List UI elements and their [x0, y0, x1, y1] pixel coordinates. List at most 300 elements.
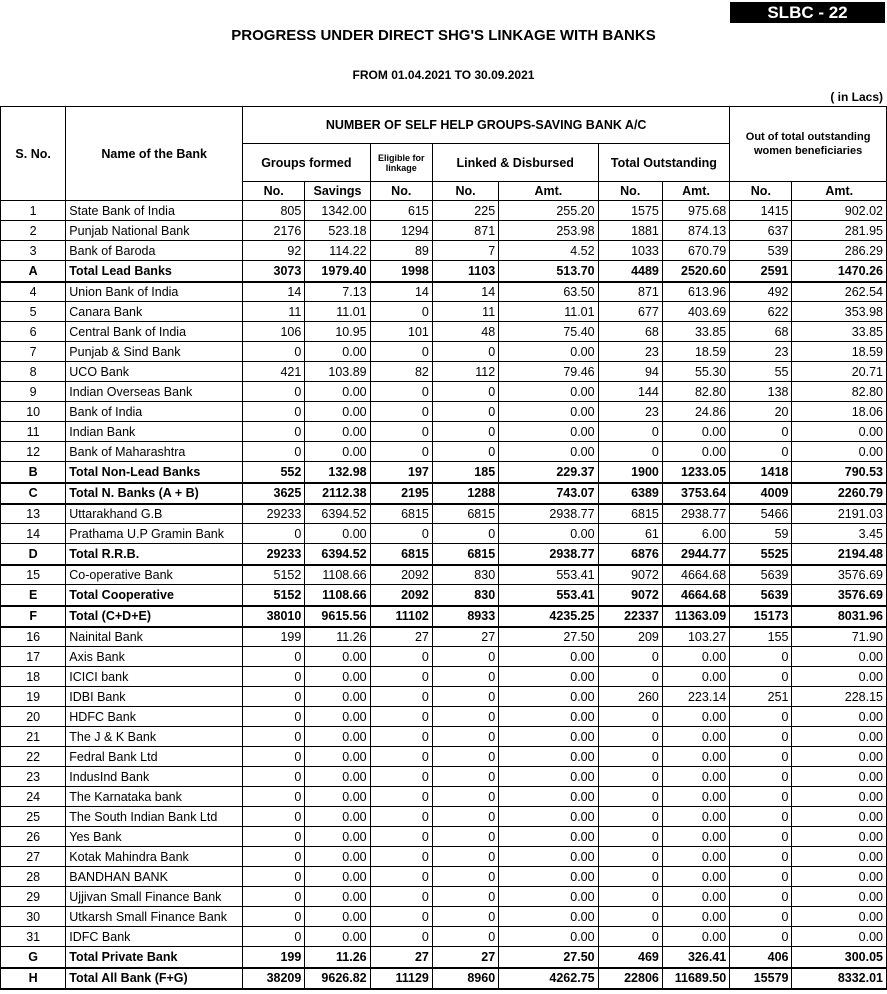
- savings-amount: 11.26: [305, 947, 370, 968]
- women-no: 0: [730, 847, 792, 867]
- groups-formed-no: 0: [243, 647, 305, 667]
- savings-amount: 0.00: [305, 907, 370, 927]
- groups-formed-no: 805: [243, 201, 305, 221]
- linked-amount: 0.00: [499, 807, 598, 827]
- savings-amount: 0.00: [305, 707, 370, 727]
- eligible-no: 0: [370, 847, 432, 867]
- linked-amount: 0.00: [499, 442, 598, 462]
- groups-formed-no: 5152: [243, 565, 305, 585]
- linked-amount: 0.00: [499, 907, 598, 927]
- table-row: [1, 667, 887, 687]
- linked-amount: 0.00: [499, 382, 598, 402]
- women-no: 5466: [730, 504, 792, 524]
- linked-no: 0: [432, 342, 498, 362]
- row-sno: F: [1, 606, 66, 627]
- table-row: [1, 787, 887, 807]
- women-amount: 0.00: [792, 727, 887, 747]
- eligible-no: 6815: [370, 504, 432, 524]
- outstanding-no: 23: [598, 342, 662, 362]
- row-sno: 23: [1, 767, 66, 787]
- linked-amount: 0.00: [499, 927, 598, 947]
- linked-no: 0: [432, 907, 498, 927]
- row-sno: 26: [1, 827, 66, 847]
- outstanding-amount: 103.27: [662, 627, 729, 647]
- eligible-no: 101: [370, 322, 432, 342]
- row-sno: 3: [1, 241, 66, 261]
- women-amount: 2194.48: [792, 544, 887, 565]
- row-sno: 31: [1, 927, 66, 947]
- bank-name: Total N. Banks (A + B): [66, 483, 243, 504]
- table-row: [1, 887, 887, 907]
- outstanding-amount: 0.00: [662, 727, 729, 747]
- outstanding-amount: 24.86: [662, 402, 729, 422]
- outstanding-no: 1900: [598, 462, 662, 483]
- bank-name: Bank of Maharashtra: [66, 442, 243, 462]
- linked-no: 1288: [432, 483, 498, 504]
- women-amount: 0.00: [792, 787, 887, 807]
- eligible-header: Eligible for linkage: [370, 144, 432, 182]
- eligible-no: 0: [370, 382, 432, 402]
- groups-formed-no: 38209: [243, 968, 305, 989]
- table-row: [1, 927, 887, 947]
- savings-amount: 6394.52: [305, 544, 370, 565]
- eligible-no: 0: [370, 927, 432, 947]
- women-no: 0: [730, 887, 792, 907]
- linked-no: 0: [432, 887, 498, 907]
- to-no-header: No.: [598, 182, 662, 201]
- linked-amount: 0.00: [499, 667, 598, 687]
- linked-amount: 0.00: [499, 707, 598, 727]
- outstanding-no: 9072: [598, 565, 662, 585]
- bank-name: Axis Bank: [66, 647, 243, 667]
- eligible-no: 89: [370, 241, 432, 261]
- savings-amount: 523.18: [305, 221, 370, 241]
- page-title: PROGRESS UNDER DIRECT SHG'S LINKAGE WITH BANKS: [231, 27, 656, 44]
- row-sno: 17: [1, 647, 66, 667]
- savings-amount: 0.00: [305, 787, 370, 807]
- w-amt-header: Amt.: [792, 182, 887, 201]
- table-row: [1, 362, 887, 382]
- savings-amount: 1342.00: [305, 201, 370, 221]
- savings-amount: 6394.52: [305, 504, 370, 524]
- women-no: 0: [730, 727, 792, 747]
- groups-formed-no: 0: [243, 887, 305, 907]
- row-sno: 10: [1, 402, 66, 422]
- linked-no: 14: [432, 282, 498, 302]
- outstanding-amount: 0.00: [662, 807, 729, 827]
- eligible-no: 0: [370, 524, 432, 544]
- savings-amount: 0.00: [305, 827, 370, 847]
- women-amount: 286.29: [792, 241, 887, 261]
- linked-no: 48: [432, 322, 498, 342]
- savings-amount: 0.00: [305, 524, 370, 544]
- outstanding-no: 260: [598, 687, 662, 707]
- women-amount: 0.00: [792, 767, 887, 787]
- outstanding-no: 4489: [598, 261, 662, 282]
- total-row: [1, 968, 887, 989]
- savings-amount: 114.22: [305, 241, 370, 261]
- table-row: [1, 807, 887, 827]
- eligible-no: 27: [370, 627, 432, 647]
- women-no: 0: [730, 827, 792, 847]
- groups-formed-no: 0: [243, 787, 305, 807]
- outstanding-amount: 33.85: [662, 322, 729, 342]
- page-tag: SLBC - 22: [730, 2, 885, 23]
- women-amount: 0.00: [792, 442, 887, 462]
- linked-amount: 4262.75: [499, 968, 598, 989]
- women-amount: 0.00: [792, 927, 887, 947]
- eligible-no: 0: [370, 767, 432, 787]
- women-amount: 0.00: [792, 867, 887, 887]
- linked-no: 112: [432, 362, 498, 382]
- savings-amount: 0.00: [305, 727, 370, 747]
- total-row: [1, 544, 887, 565]
- linked-amount: 0.00: [499, 647, 598, 667]
- eligible-no: 0: [370, 302, 432, 322]
- eligible-no: 11102: [370, 606, 432, 627]
- row-sno: 20: [1, 707, 66, 727]
- groups-formed-no: 92: [243, 241, 305, 261]
- outstanding-amount: 2938.77: [662, 504, 729, 524]
- bank-name: BANDHAN BANK: [66, 867, 243, 887]
- eligible-no: 0: [370, 422, 432, 442]
- bank-name: The Karnataka bank: [66, 787, 243, 807]
- outstanding-no: 0: [598, 807, 662, 827]
- bank-name: IDBI Bank: [66, 687, 243, 707]
- women-amount: 8031.96: [792, 606, 887, 627]
- linked-no: 8933: [432, 606, 498, 627]
- table-row: [1, 241, 887, 261]
- bank-name: Uttarakhand G.B: [66, 504, 243, 524]
- linked-amount: 255.20: [499, 201, 598, 221]
- row-sno: 30: [1, 907, 66, 927]
- outstanding-no: 6389: [598, 483, 662, 504]
- linked-no: 27: [432, 947, 498, 968]
- outstanding-no: 22337: [598, 606, 662, 627]
- outstanding-no: 144: [598, 382, 662, 402]
- total-row: [1, 585, 887, 606]
- row-sno: E: [1, 585, 66, 606]
- savings-amount: 0.00: [305, 687, 370, 707]
- linked-no: 11: [432, 302, 498, 322]
- women-no: 0: [730, 927, 792, 947]
- row-sno: 11: [1, 422, 66, 442]
- total-row: [1, 261, 887, 282]
- eligible-no: 0: [370, 907, 432, 927]
- table-row: [1, 201, 887, 221]
- bank-name: Co-operative Bank: [66, 565, 243, 585]
- table-row: [1, 402, 887, 422]
- outstanding-amount: 0.00: [662, 867, 729, 887]
- outstanding-amount: 0.00: [662, 907, 729, 927]
- savings-amount: 11.01: [305, 302, 370, 322]
- women-amount: 33.85: [792, 322, 887, 342]
- outstanding-amount: 0.00: [662, 847, 729, 867]
- total-row: [1, 947, 887, 968]
- outstanding-amount: 2520.60: [662, 261, 729, 282]
- groups-formed-no: 421: [243, 362, 305, 382]
- women-amount: 18.59: [792, 342, 887, 362]
- savings-amount: 2112.38: [305, 483, 370, 504]
- total-outstanding-header: Total Outstanding: [598, 144, 730, 182]
- outstanding-no: 23: [598, 402, 662, 422]
- row-sno: 2: [1, 221, 66, 241]
- linked-no: 1103: [432, 261, 498, 282]
- ld-amt-header: Amt.: [499, 182, 598, 201]
- bank-name: Bank of India: [66, 402, 243, 422]
- table-row: [1, 647, 887, 667]
- linked-no: 0: [432, 687, 498, 707]
- women-no: 15173: [730, 606, 792, 627]
- linked-amount: 4.52: [499, 241, 598, 261]
- women-amount: 3576.69: [792, 585, 887, 606]
- groups-formed-no: 0: [243, 927, 305, 947]
- groups-formed-no: 199: [243, 627, 305, 647]
- bank-name: IndusInd Bank: [66, 767, 243, 787]
- groups-formed-no: 11: [243, 302, 305, 322]
- savings-amount: 0.00: [305, 887, 370, 907]
- bank-name: IDFC Bank: [66, 927, 243, 947]
- outstanding-no: 61: [598, 524, 662, 544]
- women-no: 622: [730, 302, 792, 322]
- outstanding-amount: 0.00: [662, 787, 729, 807]
- outstanding-no: 0: [598, 927, 662, 947]
- women-no: 539: [730, 241, 792, 261]
- linked-no: 0: [432, 787, 498, 807]
- women-amount: 262.54: [792, 282, 887, 302]
- linked-no: 0: [432, 402, 498, 422]
- linked-amount: 0.00: [499, 524, 598, 544]
- bank-name: Total Non-Lead Banks: [66, 462, 243, 483]
- unit-note: ( in Lacs): [830, 90, 883, 104]
- women-amount: 71.90: [792, 627, 887, 647]
- outstanding-amount: 326.41: [662, 947, 729, 968]
- women-no: 155: [730, 627, 792, 647]
- women-no: 5639: [730, 565, 792, 585]
- linked-amount: 0.00: [499, 727, 598, 747]
- groups-formed-no: 2176: [243, 221, 305, 241]
- women-amount: 790.53: [792, 462, 887, 483]
- groups-formed-no: 14: [243, 282, 305, 302]
- women-amount: 0.00: [792, 707, 887, 727]
- outstanding-no: 0: [598, 847, 662, 867]
- linked-no: 830: [432, 585, 498, 606]
- bank-name: Total Cooperative: [66, 585, 243, 606]
- groups-formed-no: 5152: [243, 585, 305, 606]
- linked-amount: 0.00: [499, 687, 598, 707]
- eligible-no: 0: [370, 827, 432, 847]
- table-row: [1, 322, 887, 342]
- row-sno: B: [1, 462, 66, 483]
- eligible-no: 0: [370, 647, 432, 667]
- row-sno: 16: [1, 627, 66, 647]
- outstanding-amount: 82.80: [662, 382, 729, 402]
- eligible-no: 2195: [370, 483, 432, 504]
- groups-formed-no: 0: [243, 442, 305, 462]
- linked-amount: 229.37: [499, 462, 598, 483]
- table-row: [1, 707, 887, 727]
- bank-name: Kotak Mahindra Bank: [66, 847, 243, 867]
- linked-amount: 0.00: [499, 887, 598, 907]
- bank-name: Ujjivan Small Finance Bank: [66, 887, 243, 907]
- shg-group-header: NUMBER OF SELF HELP GROUPS-SAVING BANK A/C: [243, 107, 730, 144]
- outstanding-no: 22806: [598, 968, 662, 989]
- bank-name: Bank of Baroda: [66, 241, 243, 261]
- linked-amount: 2938.77: [499, 544, 598, 565]
- bank-name: Fedral Bank Ltd: [66, 747, 243, 767]
- eligible-no: 0: [370, 867, 432, 887]
- women-amount: 228.15: [792, 687, 887, 707]
- bank-name: Union Bank of India: [66, 282, 243, 302]
- women-no: 4009: [730, 483, 792, 504]
- savings-amount: 132.98: [305, 462, 370, 483]
- linked-no: 0: [432, 707, 498, 727]
- outstanding-no: 0: [598, 442, 662, 462]
- linked-amount: 0.00: [499, 422, 598, 442]
- linked-amount: 75.40: [499, 322, 598, 342]
- outstanding-amount: 55.30: [662, 362, 729, 382]
- women-no: 15579: [730, 968, 792, 989]
- linked-no: 0: [432, 927, 498, 947]
- table-row: [1, 524, 887, 544]
- linked-amount: 0.00: [499, 867, 598, 887]
- women-no: 0: [730, 747, 792, 767]
- outstanding-amount: 0.00: [662, 827, 729, 847]
- outstanding-amount: 4664.68: [662, 565, 729, 585]
- women-amount: 0.00: [792, 807, 887, 827]
- eligible-no: 2092: [370, 585, 432, 606]
- outstanding-no: 0: [598, 707, 662, 727]
- table-row: [1, 907, 887, 927]
- groups-formed-no: 0: [243, 847, 305, 867]
- savings-amount: 0.00: [305, 342, 370, 362]
- bank-name: Punjab National Bank: [66, 221, 243, 241]
- groups-formed-no: 38010: [243, 606, 305, 627]
- women-no: 0: [730, 767, 792, 787]
- eligible-no: 615: [370, 201, 432, 221]
- row-sno: 7: [1, 342, 66, 362]
- bank-name: Total Private Bank: [66, 947, 243, 968]
- linked-amount: 0.00: [499, 402, 598, 422]
- eligible-no: 14: [370, 282, 432, 302]
- women-amount: 20.71: [792, 362, 887, 382]
- linked-no: 6815: [432, 544, 498, 565]
- bank-name: Central Bank of India: [66, 322, 243, 342]
- women-beneficiaries-header: Out of total outstanding women beneficiaries: [730, 107, 887, 182]
- linked-amount: 11.01: [499, 302, 598, 322]
- savings-amount: 7.13: [305, 282, 370, 302]
- savings-amount: 9626.82: [305, 968, 370, 989]
- linked-no: 0: [432, 867, 498, 887]
- women-amount: 0.00: [792, 887, 887, 907]
- linked-disbursed-header: Linked & Disbursed: [432, 144, 598, 182]
- eligible-no: 1998: [370, 261, 432, 282]
- women-amount: 300.05: [792, 947, 887, 968]
- bank-name: ICICI bank: [66, 667, 243, 687]
- bank-name: Canara Bank: [66, 302, 243, 322]
- ld-no-header: No.: [432, 182, 498, 201]
- women-no: 55: [730, 362, 792, 382]
- outstanding-no: 677: [598, 302, 662, 322]
- groups-formed-no: 0: [243, 907, 305, 927]
- row-sno: 5: [1, 302, 66, 322]
- table-row: [1, 221, 887, 241]
- women-amount: 2260.79: [792, 483, 887, 504]
- women-no: 0: [730, 907, 792, 927]
- outstanding-no: 1881: [598, 221, 662, 241]
- savings-amount: 0.00: [305, 402, 370, 422]
- elig-no-header: No.: [370, 182, 432, 201]
- women-no: 0: [730, 442, 792, 462]
- savings-amount: 0.00: [305, 867, 370, 887]
- row-sno: A: [1, 261, 66, 282]
- linked-no: 0: [432, 647, 498, 667]
- linked-amount: 0.00: [499, 827, 598, 847]
- outstanding-amount: 0.00: [662, 442, 729, 462]
- row-sno: 15: [1, 565, 66, 585]
- linked-no: 225: [432, 201, 498, 221]
- bank-name: The South Indian Bank Ltd: [66, 807, 243, 827]
- outstanding-amount: 0.00: [662, 767, 729, 787]
- bank-name: Punjab & Sind Bank: [66, 342, 243, 362]
- outstanding-amount: 0.00: [662, 667, 729, 687]
- bank-name-header: Name of the Bank: [66, 107, 243, 201]
- row-sno: 24: [1, 787, 66, 807]
- women-amount: 3.45: [792, 524, 887, 544]
- outstanding-no: 0: [598, 827, 662, 847]
- groups-formed-no: 0: [243, 827, 305, 847]
- w-no-header: No.: [730, 182, 792, 201]
- table-row: [1, 442, 887, 462]
- women-no: 0: [730, 647, 792, 667]
- eligible-no: 0: [370, 687, 432, 707]
- table-row: [1, 687, 887, 707]
- women-no: 0: [730, 787, 792, 807]
- savings-amount: 1108.66: [305, 565, 370, 585]
- linked-no: 0: [432, 807, 498, 827]
- outstanding-amount: 0.00: [662, 422, 729, 442]
- row-sno: 21: [1, 727, 66, 747]
- savings-amount: 0.00: [305, 807, 370, 827]
- eligible-no: 27: [370, 947, 432, 968]
- outstanding-no: 209: [598, 627, 662, 647]
- row-sno: D: [1, 544, 66, 565]
- linked-amount: 2938.77: [499, 504, 598, 524]
- groups-formed-no: 0: [243, 422, 305, 442]
- outstanding-amount: 18.59: [662, 342, 729, 362]
- linked-amount: 79.46: [499, 362, 598, 382]
- savings-amount: 0.00: [305, 767, 370, 787]
- outstanding-no: 0: [598, 867, 662, 887]
- outstanding-amount: 975.68: [662, 201, 729, 221]
- eligible-no: 0: [370, 787, 432, 807]
- page-subtitle: FROM 01.04.2021 TO 30.09.2021: [352, 68, 535, 82]
- women-amount: 0.00: [792, 647, 887, 667]
- women-no: 0: [730, 707, 792, 727]
- table-row: [1, 342, 887, 362]
- women-no: 1418: [730, 462, 792, 483]
- linked-no: 7: [432, 241, 498, 261]
- table-row: [1, 382, 887, 402]
- savings-amount: 0.00: [305, 442, 370, 462]
- row-sno: G: [1, 947, 66, 968]
- linked-amount: 513.70: [499, 261, 598, 282]
- bank-name: Yes Bank: [66, 827, 243, 847]
- outstanding-amount: 3753.64: [662, 483, 729, 504]
- women-amount: 0.00: [792, 907, 887, 927]
- row-sno: 29: [1, 887, 66, 907]
- women-no: 406: [730, 947, 792, 968]
